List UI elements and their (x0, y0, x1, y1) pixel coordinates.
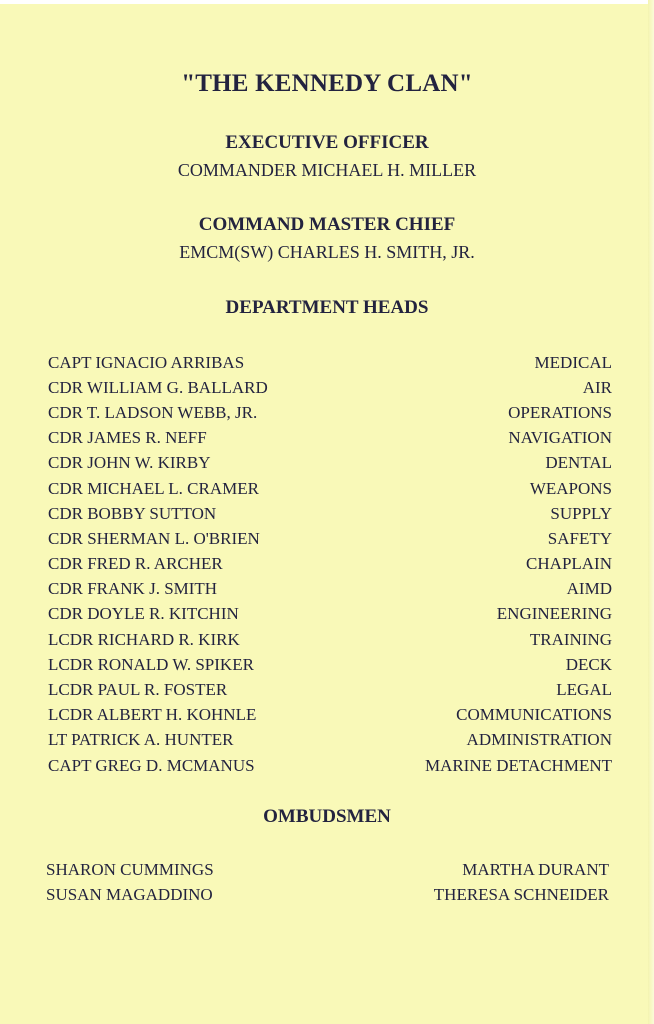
officer-name: CAPT GREG D. MCMANUS (48, 755, 255, 775)
list-item (46, 857, 609, 883)
department-heads-heading: DEPARTMENT HEADS (225, 297, 429, 318)
officer-name: CDR DOYLE R. KITCHIN (48, 604, 239, 624)
officer-name: CDR MICHAEL L. CRAMER (48, 478, 259, 498)
department-name: SUPPLY (550, 503, 612, 523)
department-name: ENGINEERING (496, 604, 612, 624)
department-name: DENTAL (545, 453, 612, 473)
list-item (48, 627, 612, 652)
officer-name: CDR BOBBY SUTTON (48, 503, 217, 523)
list-item (48, 753, 612, 778)
ombudsman-name: MARTHA DURANT (462, 859, 609, 879)
command-master-chief-heading: COMMAND MASTER CHIEF (198, 214, 456, 235)
list-item (48, 577, 612, 602)
list-item (46, 883, 609, 909)
list-item (48, 451, 612, 476)
department-name: TRAINING (529, 629, 612, 649)
department-name: AIMD (566, 579, 612, 599)
page-top-edge (0, 0, 654, 4)
ombudsman-name: THERESA SCHNEIDER (433, 885, 609, 905)
officer-name: CDR JAMES R. NEFF (48, 428, 207, 448)
executive-officer-heading: EXECUTIVE OFFICER (225, 132, 429, 153)
officer-name: LCDR ALBERT H. KOHNLE (48, 705, 257, 725)
department-name: AIR (582, 377, 612, 397)
list-item (48, 400, 612, 425)
department-name: COMMUNICATIONS (456, 705, 612, 725)
officer-name: CDR FRED R. ARCHER (48, 554, 223, 574)
department-heads-list (48, 350, 612, 778)
officer-name: LCDR PAUL R. FOSTER (48, 680, 228, 700)
list-item (48, 602, 612, 627)
list-item (48, 375, 612, 400)
officer-name: LCDR RONALD W. SPIKER (48, 654, 254, 674)
officer-name: CAPT IGNACIO ARRIBAS (48, 352, 245, 372)
officer-name: CDR WILLIAM G. BALLARD (48, 377, 268, 397)
ombudsmen-heading: OMBUDSMEN (263, 806, 391, 827)
list-item (48, 703, 612, 728)
department-name: MARINE DETACHMENT (424, 755, 612, 775)
ombudsman-name: SUSAN MAGADDINO (46, 885, 213, 905)
department-name: WEAPONS (529, 478, 612, 498)
department-name: ADMINISTRATION (466, 730, 612, 750)
list-item (48, 728, 612, 753)
officer-name: LCDR RICHARD R. KIRK (48, 629, 240, 649)
list-item (48, 476, 612, 501)
list-item (48, 677, 612, 702)
department-name: MEDICAL (534, 352, 612, 372)
department-name: LEGAL (556, 680, 612, 700)
executive-officer-name: COMMANDER MICHAEL H. MILLER (177, 160, 477, 180)
list-item (48, 350, 612, 375)
list-item (48, 652, 612, 677)
officer-name: CDR T. LADSON WEBB, JR. (48, 402, 258, 422)
command-master-chief-name: EMCM(SW) CHARLES H. SMITH, JR. (179, 242, 475, 262)
list-item (48, 501, 612, 526)
department-name: CHAPLAIN (526, 554, 612, 574)
officer-name: CDR JOHN W. KIRBY (48, 453, 211, 473)
officer-name: CDR FRANK J. SMITH (48, 579, 218, 599)
list-item (48, 526, 612, 551)
ombudsmen-list (46, 857, 609, 908)
department-name: DECK (565, 654, 612, 674)
department-name: SAFETY (547, 528, 612, 548)
officer-name: CDR SHERMAN L. O'BRIEN (48, 528, 260, 548)
department-name: NAVIGATION (508, 428, 612, 448)
list-item (48, 426, 612, 451)
ombudsman-name: SHARON CUMMINGS (46, 859, 214, 879)
list-item (48, 552, 612, 577)
page-title: "THE KENNEDY CLAN" (181, 70, 473, 97)
department-name: OPERATIONS (508, 402, 612, 422)
officer-name: LT PATRICK A. HUNTER (48, 730, 234, 750)
